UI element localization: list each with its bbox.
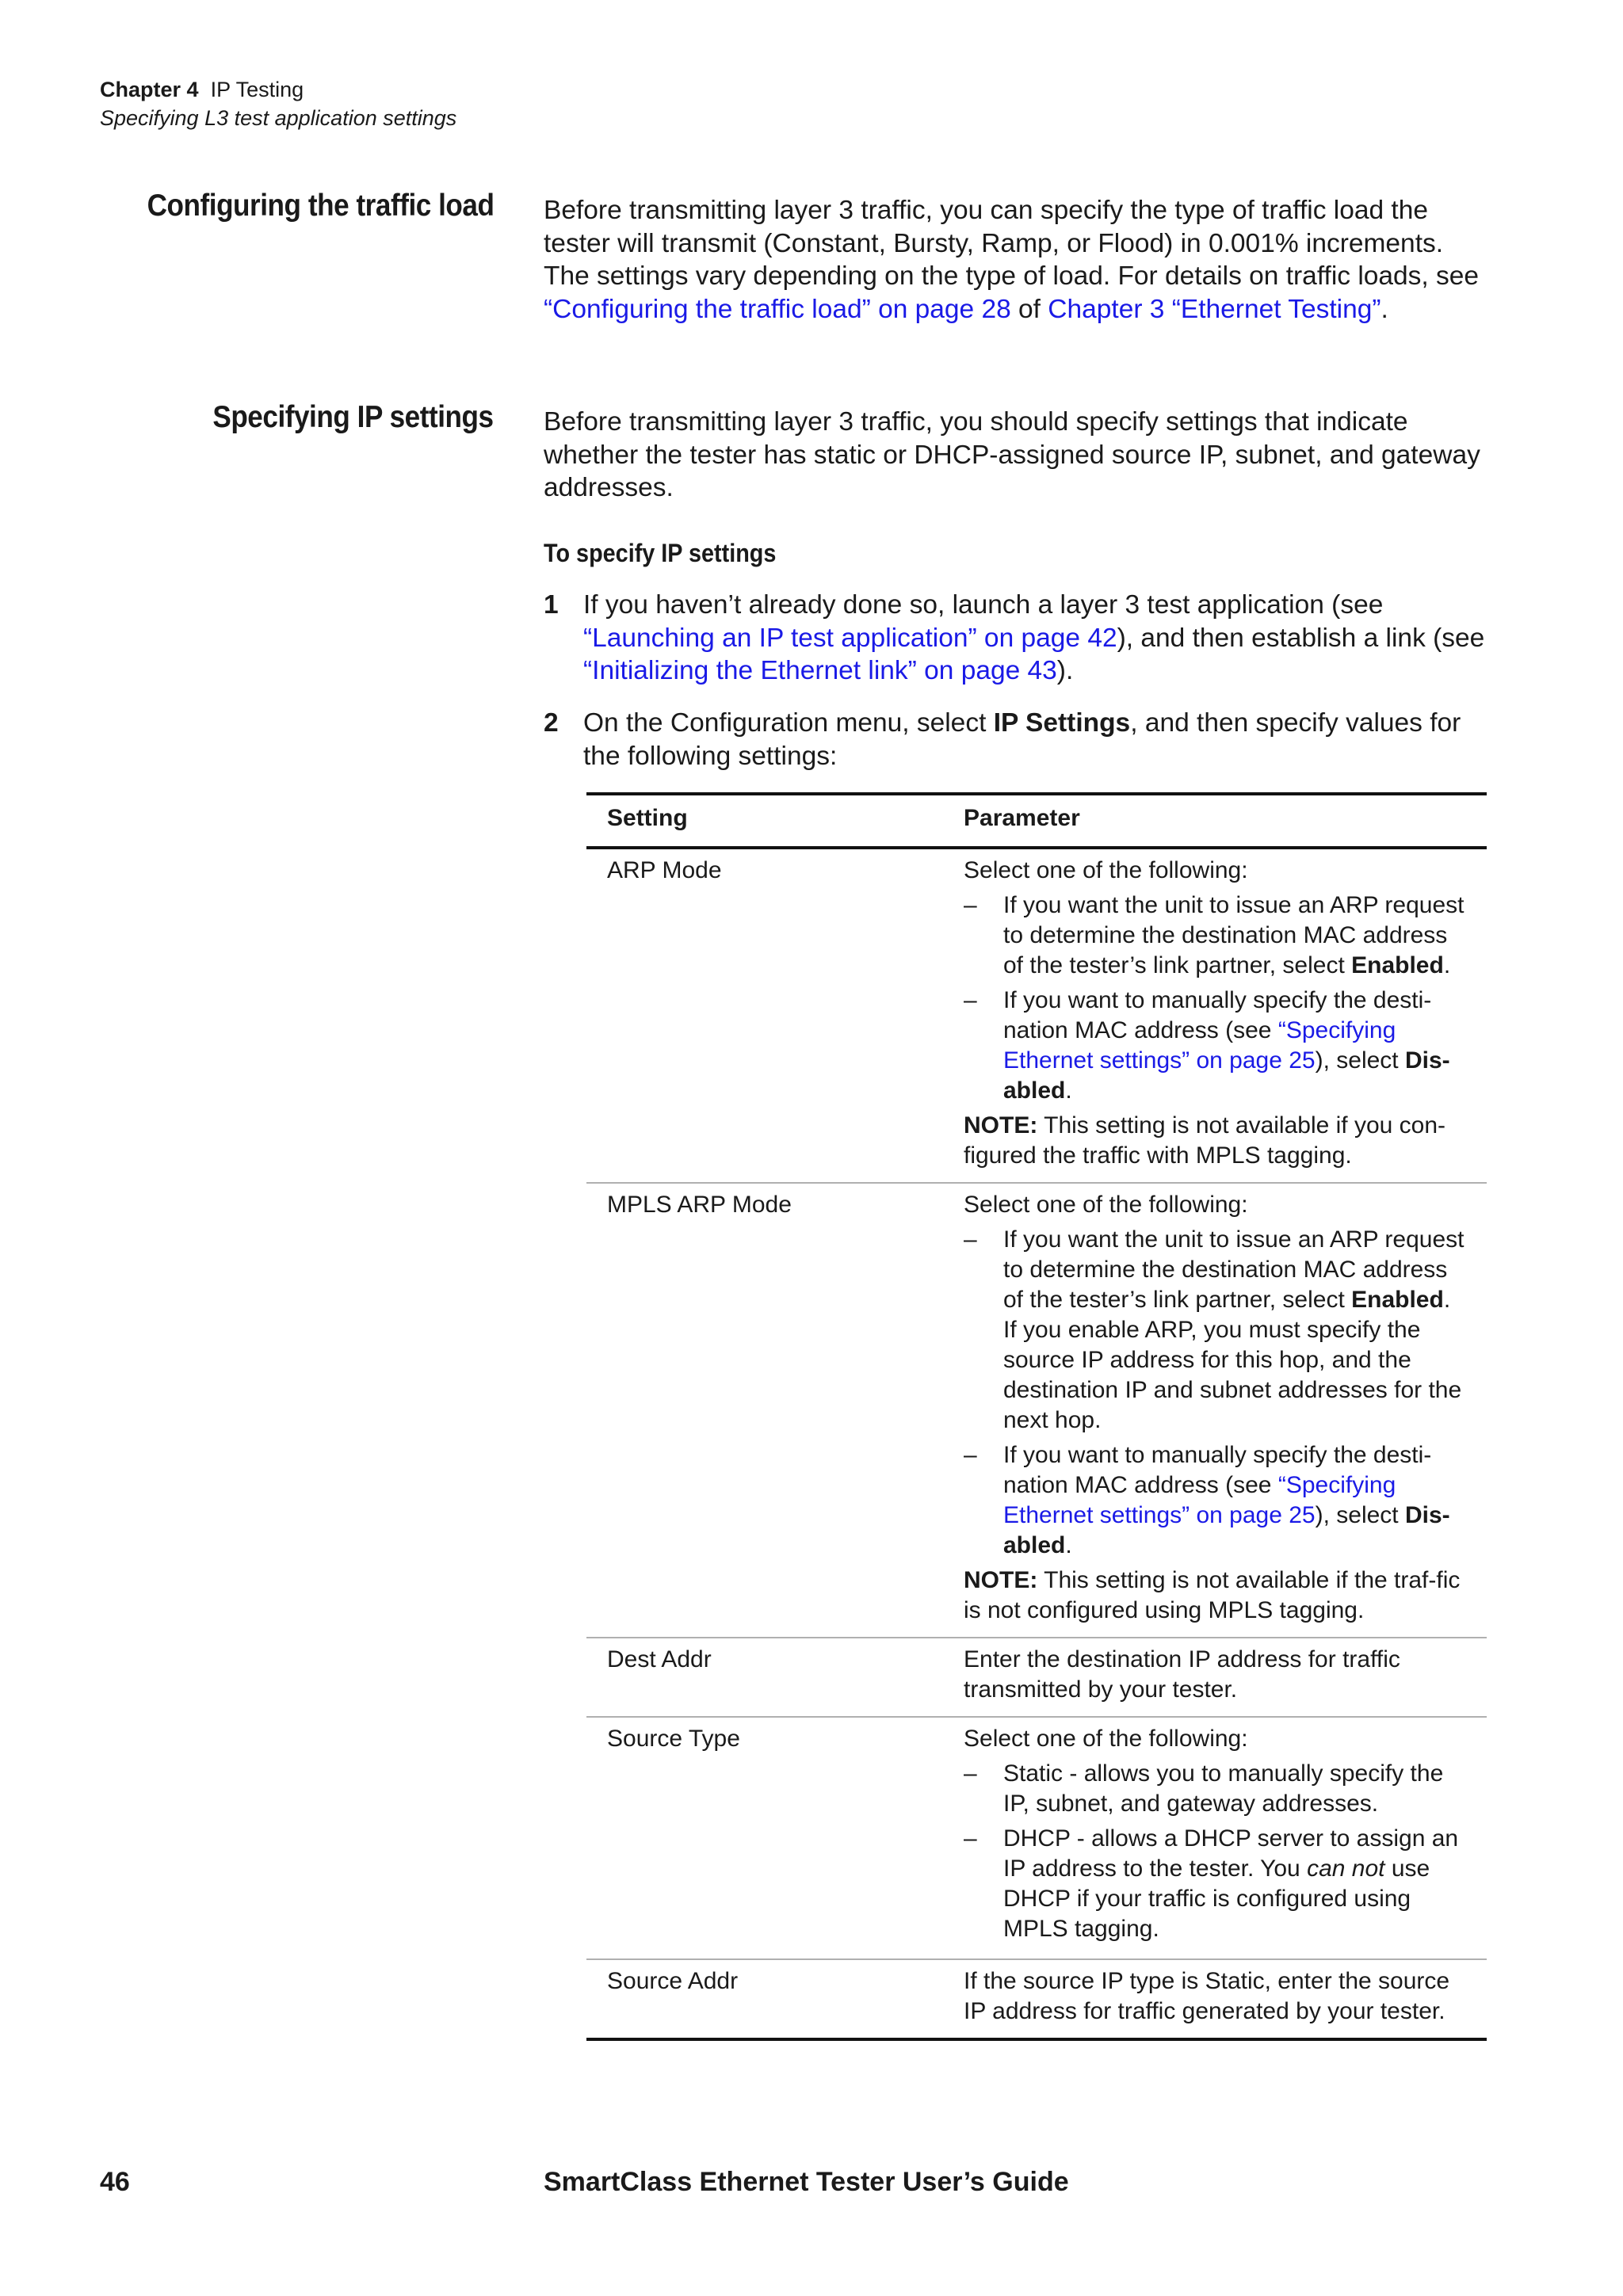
note-text: This setting is not available if the traf-fic is not configured using MPLS tagging. <box>964 1567 1461 1623</box>
link-configuring-traffic-load[interactable]: “Configuring the traffic load” on page 28 <box>544 294 1011 324</box>
note-label: NOTE: <box>964 1567 1038 1593</box>
header-setting: Setting <box>586 794 943 848</box>
paragraph-text: of <box>1010 294 1048 324</box>
step-number: 1 <box>544 590 559 620</box>
item-bold: Enabled <box>1351 952 1444 978</box>
parameter-cell: Enter the destination IP address for traffic transmitted by your tester. <box>943 1638 1487 1717</box>
link-launching-ip-test[interactable]: “Launching an IP test application” on page 42 <box>583 623 1117 653</box>
item-italic: can not <box>1307 1855 1385 1882</box>
step-1 <box>544 589 1495 688</box>
parameter-intro: Select one of the following: <box>964 1726 1248 1752</box>
item-text: If you want to manually specify the desti-nation MAC address (see <box>1003 987 1432 1043</box>
note <box>964 1566 1466 1626</box>
table-row <box>586 848 1487 1183</box>
item-text: . <box>1065 1532 1072 1558</box>
list-item <box>964 1759 1466 1819</box>
parameter-intro: Select one of the following: <box>964 857 1248 883</box>
item-text: Static - allows you to manually specify the IP, subnet, and gateway addresses. <box>1003 1760 1444 1817</box>
table-row <box>586 1183 1487 1638</box>
header-parameter: Parameter <box>943 794 1487 848</box>
note <box>964 1111 1466 1171</box>
step-text: ), and then establish a link (see <box>1117 623 1485 653</box>
item-bold: Dis-abled <box>1003 1502 1450 1558</box>
item-text: If you want the unit to issue an ARP request to determine the destination MAC address of the tester’s link partner, select <box>1003 1226 1465 1313</box>
chapter-label: Chapter 4 <box>100 78 199 101</box>
procedure-heading: To specify IP settings <box>544 539 777 567</box>
link-chapter-3[interactable]: Chapter 3 “Ethernet Testing” <box>1048 294 1381 324</box>
paragraph-text: . <box>1381 294 1388 324</box>
setting-name: Dest Addr <box>586 1638 943 1717</box>
list-item <box>964 986 1466 1106</box>
table-header-row <box>586 794 1487 848</box>
item-text: ), select <box>1315 1502 1405 1528</box>
parameter-cell <box>943 1183 1487 1638</box>
guide-title: SmartClass Ethernet Tester User’s Guide <box>544 2167 1069 2197</box>
item-text: If you want the unit to issue an ARP request to determine the destination MAC address of the tester’s link partner, select <box>1003 892 1465 978</box>
link-initializing-ethernet[interactable]: “Initializing the Ethernet link” on page 43 <box>583 656 1057 685</box>
dash-bullet: – <box>964 987 977 1013</box>
list-item <box>964 891 1466 981</box>
running-section: Specifying L3 test application settings <box>100 106 457 130</box>
setting-name: Source Type <box>586 1717 943 1959</box>
settings-table <box>586 792 1487 2041</box>
note-label: NOTE: <box>964 1112 1038 1138</box>
item-bold: Dis-abled <box>1003 1047 1450 1104</box>
parameter-cell <box>943 848 1487 1183</box>
ip-settings-intro: Before transmitting layer 3 traffic, you should specify settings that indicate whether the tester has static or DHCP-assigned source IP, subnet, and gateway addresses. <box>544 407 1480 502</box>
note-text: This setting is not available if you con-figured the traffic with MPLS tagging. <box>964 1112 1446 1169</box>
link-specifying-ethernet-settings[interactable]: “Specifying Ethernet settings” on page 25 <box>1003 1472 1396 1528</box>
list-item <box>964 1824 1466 1944</box>
traffic-load-paragraph <box>544 194 1495 326</box>
page-number: 46 <box>100 2167 130 2197</box>
setting-name: ARP Mode <box>586 848 943 1183</box>
parameter-cell: If the source IP type is Static, enter the source IP address for traffic generated by your tester. <box>943 1959 1487 2039</box>
section-heading-traffic-load: Configuring the traffic load <box>147 189 494 223</box>
item-text: . <box>1443 952 1451 978</box>
parameter-cell <box>943 1717 1487 1959</box>
dash-bullet: – <box>964 1442 977 1468</box>
item-text: . If you enable ARP, you must specify the source IP address for this hop, and the destination IP and subnet addresses for the next hop. <box>1003 1287 1462 1433</box>
chapter-title: IP Testing <box>210 78 304 101</box>
table-row <box>586 1717 1487 1959</box>
list-item <box>964 1225 1466 1436</box>
running-head <box>100 75 456 132</box>
setting-name: Source Addr <box>586 1959 943 2039</box>
dash-bullet: – <box>964 1760 977 1787</box>
parameter-intro: Select one of the following: <box>964 1192 1248 1218</box>
setting-name: MPLS ARP Mode <box>586 1183 943 1638</box>
item-text: ), select <box>1315 1047 1405 1074</box>
item-text: . <box>1065 1077 1072 1104</box>
link-specifying-ethernet-settings[interactable]: “Specifying Ethernet settings” on page 25 <box>1003 1017 1396 1074</box>
list-item <box>964 1440 1466 1561</box>
dash-bullet: – <box>964 1226 977 1253</box>
table-row <box>586 1959 1487 2039</box>
paragraph-text: Before transmitting layer 3 traffic, you can specify the type of traffic load the tester will transmit (Constant, Bursty, Ramp, or Flood) in 0.001% increments. The settings vary depending on the type of load. For details on traffic loads, see <box>544 196 1480 291</box>
ip-settings-menu-name: IP Settings <box>993 708 1131 738</box>
step-text: , and then specify values for the following settings: <box>583 708 1461 771</box>
step-text: On the Configuration menu, select <box>583 708 994 738</box>
step-2 <box>544 707 1495 772</box>
dash-bullet: – <box>964 1825 977 1852</box>
item-text: DHCP - allows a DHCP server to assign an IP address to the tester. You <box>1003 1825 1459 1882</box>
table-row <box>586 1638 1487 1717</box>
item-text: use DHCP if your traffic is configured using MPLS tagging. <box>1003 1855 1430 1942</box>
step-text: If you haven’t already done so, launch a layer 3 test application (see <box>583 590 1384 620</box>
item-bold: Enabled <box>1351 1287 1444 1313</box>
step-text: ). <box>1056 656 1074 685</box>
dash-bullet: – <box>964 892 977 918</box>
section-heading-ip-settings: Specifying IP settings <box>212 400 494 434</box>
step-number: 2 <box>544 708 559 738</box>
item-text: If you want to manually specify the desti-nation MAC address (see <box>1003 1442 1432 1498</box>
